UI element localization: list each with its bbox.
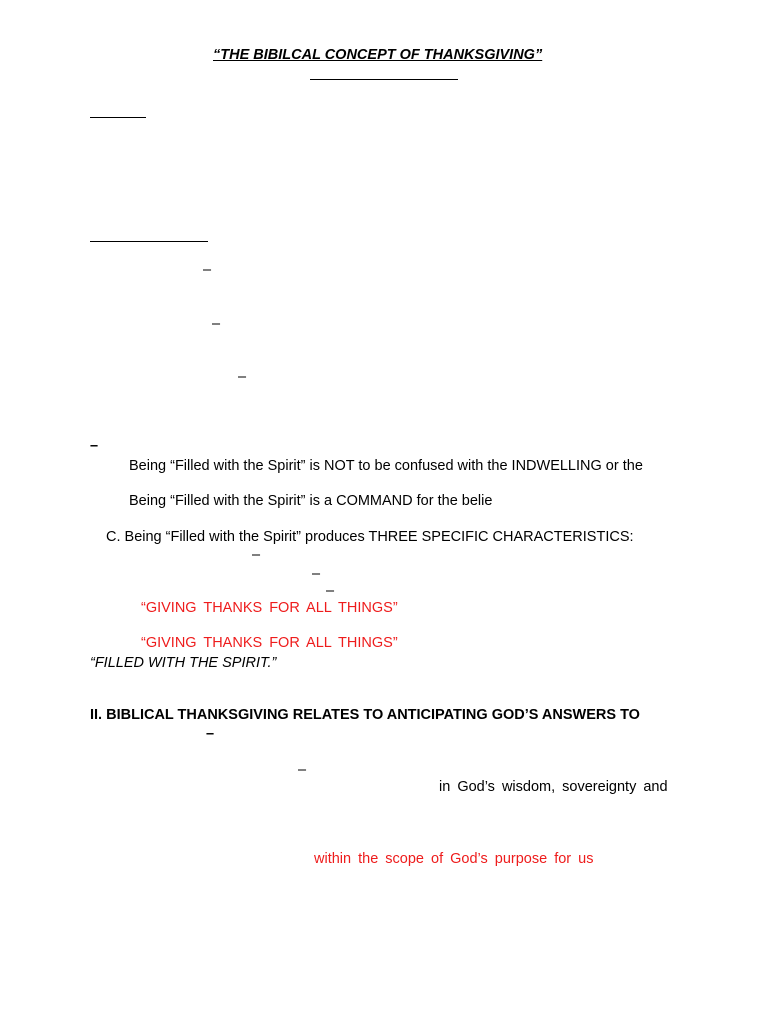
point-c-characteristics: C. Being “Filled with the Spirit” produces THREE SPECIFIC CHARACTERISTICS: bbox=[106, 529, 634, 545]
giving-thanks-line-1: “GIVING THANKS FOR ALL THINGS” bbox=[141, 600, 398, 616]
point-command: Being “Filled with the Spirit” is a COMMAND for the belie bbox=[129, 493, 493, 509]
document-title: “THE BIBILCAL CONCEPT OF THANKSGIVING” bbox=[213, 47, 543, 63]
wisdom-line: in God’s wisdom, sovereignty and bbox=[439, 779, 668, 795]
heading-rule-1 bbox=[90, 117, 146, 118]
dash-marker: – bbox=[90, 438, 99, 454]
dash-marker: – bbox=[298, 762, 307, 778]
dash-marker: – bbox=[238, 369, 247, 385]
filled-with-spirit-line: “FILLED WITH THE SPIRIT.” bbox=[90, 655, 277, 671]
dash-marker: – bbox=[312, 566, 321, 582]
heading-rule-2 bbox=[90, 241, 208, 242]
dash-marker: – bbox=[212, 316, 221, 332]
section-two-heading: II. BIBLICAL THANKSGIVING RELATES TO ANTICIPATING GOD’S ANSWERS TO bbox=[90, 707, 640, 723]
dash-marker: – bbox=[203, 262, 212, 278]
scope-line: within the scope of God’s purpose for us bbox=[314, 851, 594, 867]
dash-marker: – bbox=[326, 583, 335, 599]
giving-thanks-line-2: “GIVING THANKS FOR ALL THINGS” bbox=[141, 635, 398, 651]
dash-marker: – bbox=[252, 547, 261, 563]
title-underline-rule bbox=[310, 79, 458, 80]
point-not-indwelling: Being “Filled with the Spirit” is NOT to be confused with the INDWELLING or the bbox=[129, 458, 643, 474]
dash-marker: – bbox=[206, 726, 215, 742]
